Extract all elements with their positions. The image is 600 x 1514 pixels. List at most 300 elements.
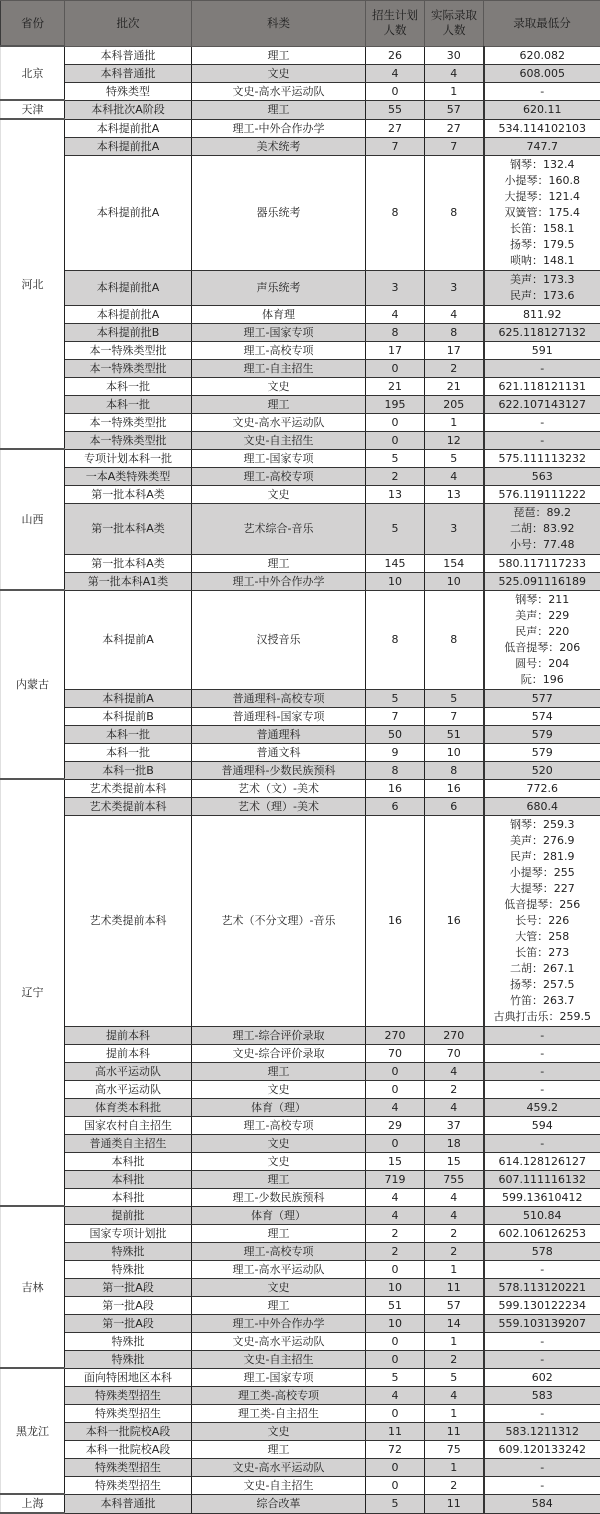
subject-cell: 理工 bbox=[192, 1296, 366, 1314]
score-line: 长笛：273 bbox=[485, 945, 600, 961]
table-row bbox=[1, 725, 600, 743]
actual-count-cell: 70 bbox=[425, 1044, 484, 1062]
score-line: 钢琴：211 bbox=[485, 592, 600, 608]
table-row bbox=[1, 46, 600, 64]
score-line: 二胡：267.1 bbox=[485, 961, 600, 977]
batch-cell: 艺术类提前本科 bbox=[65, 779, 192, 797]
plan-count-cell: 10 bbox=[366, 1278, 425, 1296]
score-line: 琵琶：89.2 bbox=[485, 505, 600, 521]
province-cell: 天津 bbox=[1, 100, 65, 119]
batch-cell: 本科批 bbox=[65, 1170, 192, 1188]
batch-cell: 特殊类型 bbox=[65, 82, 192, 100]
actual-count-cell: 13 bbox=[425, 485, 484, 503]
batch-cell: 本科提前批A bbox=[65, 305, 192, 323]
table-row bbox=[1, 413, 600, 431]
batch-cell: 特殊批 bbox=[65, 1350, 192, 1368]
subject-cell: 理工 bbox=[192, 1062, 366, 1080]
min-score-cell bbox=[484, 503, 600, 554]
subject-cell: 普通文科 bbox=[192, 743, 366, 761]
table-row bbox=[1, 1296, 600, 1314]
subject-cell: 文史-高水平运动队 bbox=[192, 1458, 366, 1476]
subject-cell: 艺术（不分文理）-音乐 bbox=[192, 815, 366, 1026]
actual-count-cell: 1 bbox=[425, 1404, 484, 1422]
min-score-cell bbox=[484, 815, 600, 1026]
subject-cell: 文史 bbox=[192, 1080, 366, 1098]
plan-count-cell: 5 bbox=[366, 1494, 425, 1513]
batch-cell: 本科提前B bbox=[65, 707, 192, 725]
subject-cell: 体育（理） bbox=[192, 1206, 366, 1224]
actual-count-cell: 57 bbox=[425, 100, 484, 119]
table-row bbox=[1, 554, 600, 572]
table-row bbox=[1, 1116, 600, 1134]
score-line: 美声：173.3 bbox=[485, 272, 600, 288]
min-score-cell: 577 bbox=[484, 689, 600, 707]
actual-count-cell: 4 bbox=[425, 1386, 484, 1404]
score-line: 小号：77.48 bbox=[485, 537, 600, 553]
actual-count-cell: 16 bbox=[425, 815, 484, 1026]
min-score-cell: 579 bbox=[484, 725, 600, 743]
table-row bbox=[1, 341, 600, 359]
actual-count-cell: 21 bbox=[425, 377, 484, 395]
batch-cell: 体育类本科批 bbox=[65, 1098, 192, 1116]
subject-cell: 普通理科-国家专项 bbox=[192, 707, 366, 725]
batch-cell: 高水平运动队 bbox=[65, 1062, 192, 1080]
score-line: 长笛：158.1 bbox=[485, 221, 600, 237]
subject-cell: 美术统考 bbox=[192, 137, 366, 155]
subject-cell: 文史-自主招生 bbox=[192, 431, 366, 449]
plan-count-cell: 270 bbox=[366, 1026, 425, 1044]
actual-count-cell: 14 bbox=[425, 1314, 484, 1332]
plan-count-cell: 0 bbox=[366, 1062, 425, 1080]
plan-count-cell: 2 bbox=[366, 1242, 425, 1260]
plan-count-cell: 4 bbox=[366, 1386, 425, 1404]
subject-cell: 理工-综合评价录取 bbox=[192, 1026, 366, 1044]
subject-cell: 文史-自主招生 bbox=[192, 1476, 366, 1494]
batch-cell: 本科提前批B bbox=[65, 323, 192, 341]
table-row bbox=[1, 1404, 600, 1422]
batch-cell: 提前本科 bbox=[65, 1044, 192, 1062]
min-score-cell: 583 bbox=[484, 1386, 600, 1404]
header-plan-line2: 人数 bbox=[384, 23, 407, 37]
actual-count-cell: 4 bbox=[425, 1098, 484, 1116]
actual-count-cell: 4 bbox=[425, 1062, 484, 1080]
plan-count-cell: 0 bbox=[366, 1260, 425, 1278]
plan-count-cell: 0 bbox=[366, 413, 425, 431]
plan-count-cell: 4 bbox=[366, 1206, 425, 1224]
min-score-cell bbox=[484, 270, 600, 305]
table-row bbox=[1, 1440, 600, 1458]
batch-cell: 第一批A段 bbox=[65, 1278, 192, 1296]
subject-cell: 文史-高水平运动队 bbox=[192, 82, 366, 100]
min-score-cell: 607.111116132 bbox=[484, 1170, 600, 1188]
table-row bbox=[1, 82, 600, 100]
subject-cell: 普通理科-少数民族预科 bbox=[192, 761, 366, 779]
subject-cell: 理工 bbox=[192, 554, 366, 572]
table-row bbox=[1, 100, 600, 119]
plan-count-cell: 7 bbox=[366, 137, 425, 155]
subject-cell: 理工 bbox=[192, 1224, 366, 1242]
header-plan-line1: 招生计划 bbox=[372, 8, 418, 22]
min-score-cell: 609.120133242 bbox=[484, 1440, 600, 1458]
score-line: 古典打击乐：259.5 bbox=[485, 1009, 600, 1025]
min-score-cell: - bbox=[484, 1458, 600, 1476]
batch-cell: 本科提前批A bbox=[65, 119, 192, 137]
actual-count-cell: 6 bbox=[425, 797, 484, 815]
subject-cell: 理工-高水平运动队 bbox=[192, 1260, 366, 1278]
min-score-cell: 591 bbox=[484, 341, 600, 359]
plan-count-cell: 0 bbox=[366, 1476, 425, 1494]
actual-count-cell: 10 bbox=[425, 743, 484, 761]
min-score-cell bbox=[484, 590, 600, 689]
min-score-cell: 680.4 bbox=[484, 797, 600, 815]
table-row bbox=[1, 1278, 600, 1296]
min-score-cell: - bbox=[484, 1350, 600, 1368]
plan-count-cell: 26 bbox=[366, 46, 425, 64]
actual-count-cell: 11 bbox=[425, 1422, 484, 1440]
plan-count-cell: 0 bbox=[366, 1458, 425, 1476]
subject-cell: 文史-高水平运动队 bbox=[192, 1332, 366, 1350]
min-score-cell: 580.117117233 bbox=[484, 554, 600, 572]
min-score-cell: 772.6 bbox=[484, 779, 600, 797]
actual-count-cell: 51 bbox=[425, 725, 484, 743]
actual-count-cell: 75 bbox=[425, 1440, 484, 1458]
plan-count-cell: 72 bbox=[366, 1440, 425, 1458]
batch-cell: 本科一批 bbox=[65, 743, 192, 761]
actual-count-cell: 4 bbox=[425, 1188, 484, 1206]
min-score-cell: 594 bbox=[484, 1116, 600, 1134]
batch-cell: 本科普通批 bbox=[65, 46, 192, 64]
min-score-cell: 608.005 bbox=[484, 64, 600, 82]
batch-cell: 第一批A段 bbox=[65, 1296, 192, 1314]
min-score-cell: 747.7 bbox=[484, 137, 600, 155]
table-row bbox=[1, 377, 600, 395]
subject-cell: 理工 bbox=[192, 1440, 366, 1458]
plan-count-cell: 8 bbox=[366, 323, 425, 341]
table-row bbox=[1, 1422, 600, 1440]
batch-cell: 特殊批 bbox=[65, 1242, 192, 1260]
subject-cell: 综合改革 bbox=[192, 1494, 366, 1513]
score-line: 阮：196 bbox=[485, 672, 600, 688]
score-line: 小提琴：160.8 bbox=[485, 173, 600, 189]
plan-count-cell: 15 bbox=[366, 1152, 425, 1170]
batch-cell: 本科普通批 bbox=[65, 1494, 192, 1513]
table-row bbox=[1, 119, 600, 137]
header-province: 省份 bbox=[1, 1, 65, 47]
subject-cell: 文史 bbox=[192, 1422, 366, 1440]
subject-cell: 艺术综合-音乐 bbox=[192, 503, 366, 554]
table-row bbox=[1, 270, 600, 305]
batch-cell: 一本A类特殊类型 bbox=[65, 467, 192, 485]
min-score-cell: 575.111113232 bbox=[484, 449, 600, 467]
min-score-cell: - bbox=[484, 1062, 600, 1080]
batch-cell: 本科普通批 bbox=[65, 64, 192, 82]
score-line: 钢琴：259.3 bbox=[485, 817, 600, 833]
actual-count-cell: 2 bbox=[425, 359, 484, 377]
subject-cell: 器乐统考 bbox=[192, 155, 366, 270]
province-cell: 辽宁 bbox=[1, 779, 65, 1206]
plan-count-cell: 27 bbox=[366, 119, 425, 137]
plan-count-cell: 9 bbox=[366, 743, 425, 761]
score-line: 扬琴：179.5 bbox=[485, 237, 600, 253]
subject-cell: 理工 bbox=[192, 46, 366, 64]
plan-count-cell: 0 bbox=[366, 1404, 425, 1422]
min-score-cell: 520 bbox=[484, 761, 600, 779]
min-score-cell: 578 bbox=[484, 1242, 600, 1260]
table-row bbox=[1, 137, 600, 155]
table-row bbox=[1, 1044, 600, 1062]
actual-count-cell: 12 bbox=[425, 431, 484, 449]
actual-count-cell: 18 bbox=[425, 1134, 484, 1152]
min-score-cell: - bbox=[484, 1026, 600, 1044]
batch-cell: 本科提前A bbox=[65, 689, 192, 707]
batch-cell: 特殊类型招生 bbox=[65, 1386, 192, 1404]
actual-count-cell: 11 bbox=[425, 1494, 484, 1513]
batch-cell: 本科提前批A bbox=[65, 155, 192, 270]
table-row bbox=[1, 1368, 600, 1386]
score-line: 竹笛：263.7 bbox=[485, 993, 600, 1009]
min-score-cell: - bbox=[484, 1080, 600, 1098]
batch-cell: 本一特殊类型批 bbox=[65, 431, 192, 449]
batch-cell: 艺术类提前本科 bbox=[65, 815, 192, 1026]
table-row bbox=[1, 797, 600, 815]
table-row bbox=[1, 590, 600, 689]
actual-count-cell: 7 bbox=[425, 137, 484, 155]
batch-cell: 提前本科 bbox=[65, 1026, 192, 1044]
min-score-cell: 534.114102103 bbox=[484, 119, 600, 137]
score-line: 二胡：83.92 bbox=[485, 521, 600, 537]
subject-cell: 文史 bbox=[192, 377, 366, 395]
subject-cell: 体育理 bbox=[192, 305, 366, 323]
table-row bbox=[1, 359, 600, 377]
min-score-cell: 563 bbox=[484, 467, 600, 485]
subject-cell: 理工类-高校专项 bbox=[192, 1386, 366, 1404]
actual-count-cell: 2 bbox=[425, 1350, 484, 1368]
subject-cell: 艺术（理）-美术 bbox=[192, 797, 366, 815]
subject-cell: 理工-中外合作办学 bbox=[192, 572, 366, 590]
plan-count-cell: 0 bbox=[366, 359, 425, 377]
min-score-cell: 621.118121131 bbox=[484, 377, 600, 395]
actual-count-cell: 4 bbox=[425, 467, 484, 485]
min-score-cell: 559.103139207 bbox=[484, 1314, 600, 1332]
min-score-cell: - bbox=[484, 1134, 600, 1152]
table-body bbox=[1, 46, 600, 1513]
subject-cell: 文史-高水平运动队 bbox=[192, 413, 366, 431]
header-plan-count bbox=[366, 1, 425, 47]
plan-count-cell: 29 bbox=[366, 1116, 425, 1134]
subject-cell: 理工-少数民族预科 bbox=[192, 1188, 366, 1206]
actual-count-cell: 15 bbox=[425, 1152, 484, 1170]
actual-count-cell: 2 bbox=[425, 1476, 484, 1494]
table-row bbox=[1, 467, 600, 485]
subject-cell: 文史 bbox=[192, 1152, 366, 1170]
min-score-cell: - bbox=[484, 1476, 600, 1494]
plan-count-cell: 5 bbox=[366, 503, 425, 554]
actual-count-cell: 5 bbox=[425, 449, 484, 467]
score-line: 长号：226 bbox=[485, 913, 600, 929]
subject-cell: 文史-综合评价录取 bbox=[192, 1044, 366, 1062]
batch-cell: 本科一批院校A段 bbox=[65, 1440, 192, 1458]
batch-cell: 本科一批 bbox=[65, 377, 192, 395]
batch-cell: 特殊批 bbox=[65, 1332, 192, 1350]
actual-count-cell: 17 bbox=[425, 341, 484, 359]
header-batch: 批次 bbox=[65, 1, 192, 47]
score-line: 低音提琴：256 bbox=[485, 897, 600, 913]
plan-count-cell: 2 bbox=[366, 1224, 425, 1242]
subject-cell: 理工-国家专项 bbox=[192, 323, 366, 341]
province-cell: 上海 bbox=[1, 1494, 65, 1513]
actual-count-cell: 755 bbox=[425, 1170, 484, 1188]
min-score-cell: 584 bbox=[484, 1494, 600, 1513]
min-score-cell: 602.106126253 bbox=[484, 1224, 600, 1242]
header-actual-count bbox=[425, 1, 484, 47]
min-score-cell: - bbox=[484, 1404, 600, 1422]
score-line: 低音提琴：206 bbox=[485, 640, 600, 656]
table-row bbox=[1, 503, 600, 554]
subject-cell: 理工 bbox=[192, 1170, 366, 1188]
table-row bbox=[1, 1458, 600, 1476]
subject-cell: 文史 bbox=[192, 1278, 366, 1296]
subject-cell: 理工-国家专项 bbox=[192, 449, 366, 467]
subject-cell: 文史 bbox=[192, 485, 366, 503]
plan-count-cell: 6 bbox=[366, 797, 425, 815]
batch-cell: 专项计划本科一批 bbox=[65, 449, 192, 467]
batch-cell: 第一批本科A类 bbox=[65, 503, 192, 554]
header-subject: 科类 bbox=[192, 1, 366, 47]
plan-count-cell: 3 bbox=[366, 270, 425, 305]
min-score-cell: - bbox=[484, 1260, 600, 1278]
table-header-row bbox=[1, 1, 600, 47]
batch-cell: 普通类自主招生 bbox=[65, 1134, 192, 1152]
actual-count-cell: 1 bbox=[425, 1458, 484, 1476]
table-row bbox=[1, 1170, 600, 1188]
actual-count-cell: 4 bbox=[425, 1206, 484, 1224]
min-score-cell: 510.84 bbox=[484, 1206, 600, 1224]
actual-count-cell: 8 bbox=[425, 155, 484, 270]
score-line: 唢呐：148.1 bbox=[485, 253, 600, 269]
min-score-cell: - bbox=[484, 359, 600, 377]
plan-count-cell: 0 bbox=[366, 82, 425, 100]
table-row bbox=[1, 485, 600, 503]
plan-count-cell: 8 bbox=[366, 761, 425, 779]
batch-cell: 本科提前A bbox=[65, 590, 192, 689]
subject-cell: 普通理科 bbox=[192, 725, 366, 743]
plan-count-cell: 0 bbox=[366, 1080, 425, 1098]
table-row bbox=[1, 1098, 600, 1116]
plan-count-cell: 4 bbox=[366, 1098, 425, 1116]
province-cell: 山西 bbox=[1, 449, 65, 590]
batch-cell: 第一批本科A1类 bbox=[65, 572, 192, 590]
min-score-cell: 622.107143127 bbox=[484, 395, 600, 413]
actual-count-cell: 5 bbox=[425, 689, 484, 707]
table-row bbox=[1, 1206, 600, 1224]
score-line: 大提琴：227 bbox=[485, 881, 600, 897]
batch-cell: 本科一批 bbox=[65, 395, 192, 413]
plan-count-cell: 11 bbox=[366, 1422, 425, 1440]
table-row bbox=[1, 1062, 600, 1080]
actual-count-cell: 1 bbox=[425, 1332, 484, 1350]
province-cell: 北京 bbox=[1, 46, 65, 100]
province-cell: 吉林 bbox=[1, 1206, 65, 1368]
plan-count-cell: 0 bbox=[366, 1350, 425, 1368]
plan-count-cell: 55 bbox=[366, 100, 425, 119]
plan-count-cell: 4 bbox=[366, 1188, 425, 1206]
actual-count-cell: 1 bbox=[425, 413, 484, 431]
batch-cell: 本科提前批A bbox=[65, 270, 192, 305]
score-line: 钢琴：132.4 bbox=[485, 157, 600, 173]
actual-count-cell: 4 bbox=[425, 64, 484, 82]
batch-cell: 特殊类型招生 bbox=[65, 1458, 192, 1476]
table-row bbox=[1, 155, 600, 270]
batch-cell: 第一批A段 bbox=[65, 1314, 192, 1332]
min-score-cell: 614.128126127 bbox=[484, 1152, 600, 1170]
table-row bbox=[1, 1242, 600, 1260]
plan-count-cell: 13 bbox=[366, 485, 425, 503]
min-score-cell: 811.92 bbox=[484, 305, 600, 323]
table-row bbox=[1, 743, 600, 761]
table-row bbox=[1, 815, 600, 1026]
actual-count-cell: 3 bbox=[425, 270, 484, 305]
subject-cell: 理工 bbox=[192, 395, 366, 413]
actual-count-cell: 8 bbox=[425, 323, 484, 341]
actual-count-cell: 27 bbox=[425, 119, 484, 137]
min-score-cell: 583.1211312 bbox=[484, 1422, 600, 1440]
batch-cell: 特殊批 bbox=[65, 1260, 192, 1278]
subject-cell: 汉授音乐 bbox=[192, 590, 366, 689]
actual-count-cell: 5 bbox=[425, 1368, 484, 1386]
min-score-cell: 599.13610412 bbox=[484, 1188, 600, 1206]
plan-count-cell: 21 bbox=[366, 377, 425, 395]
actual-count-cell: 11 bbox=[425, 1278, 484, 1296]
batch-cell: 本一特殊类型批 bbox=[65, 359, 192, 377]
table-row bbox=[1, 689, 600, 707]
table-row bbox=[1, 779, 600, 797]
batch-cell: 第一批本科A类 bbox=[65, 554, 192, 572]
batch-cell: 面向特困地区本科 bbox=[65, 1368, 192, 1386]
table-row bbox=[1, 1476, 600, 1494]
table-row bbox=[1, 1026, 600, 1044]
plan-count-cell: 0 bbox=[366, 1332, 425, 1350]
actual-count-cell: 37 bbox=[425, 1116, 484, 1134]
subject-cell: 理工-中外合作办学 bbox=[192, 119, 366, 137]
header-actual-line1: 实际录取 bbox=[431, 8, 477, 22]
table-row bbox=[1, 1350, 600, 1368]
table-row bbox=[1, 1152, 600, 1170]
batch-cell: 特殊类型招生 bbox=[65, 1476, 192, 1494]
min-score-cell: - bbox=[484, 413, 600, 431]
min-score-cell: 574 bbox=[484, 707, 600, 725]
header-min-score: 录取最低分 bbox=[484, 1, 600, 47]
actual-count-cell: 1 bbox=[425, 82, 484, 100]
min-score-cell: - bbox=[484, 82, 600, 100]
plan-count-cell: 5 bbox=[366, 1368, 425, 1386]
score-line: 扬琴：257.5 bbox=[485, 977, 600, 993]
actual-count-cell: 3 bbox=[425, 503, 484, 554]
batch-cell: 本科批 bbox=[65, 1188, 192, 1206]
table-row bbox=[1, 395, 600, 413]
province-cell: 河北 bbox=[1, 119, 65, 449]
actual-count-cell: 7 bbox=[425, 707, 484, 725]
subject-cell: 文史 bbox=[192, 1134, 366, 1152]
min-score-cell: 599.130122234 bbox=[484, 1296, 600, 1314]
plan-count-cell: 8 bbox=[366, 155, 425, 270]
table-row bbox=[1, 1134, 600, 1152]
subject-cell: 普通理科-高校专项 bbox=[192, 689, 366, 707]
subject-cell: 声乐统考 bbox=[192, 270, 366, 305]
table-row bbox=[1, 449, 600, 467]
batch-cell: 本科批次A阶段 bbox=[65, 100, 192, 119]
plan-count-cell: 50 bbox=[366, 725, 425, 743]
batch-cell: 本科批 bbox=[65, 1152, 192, 1170]
